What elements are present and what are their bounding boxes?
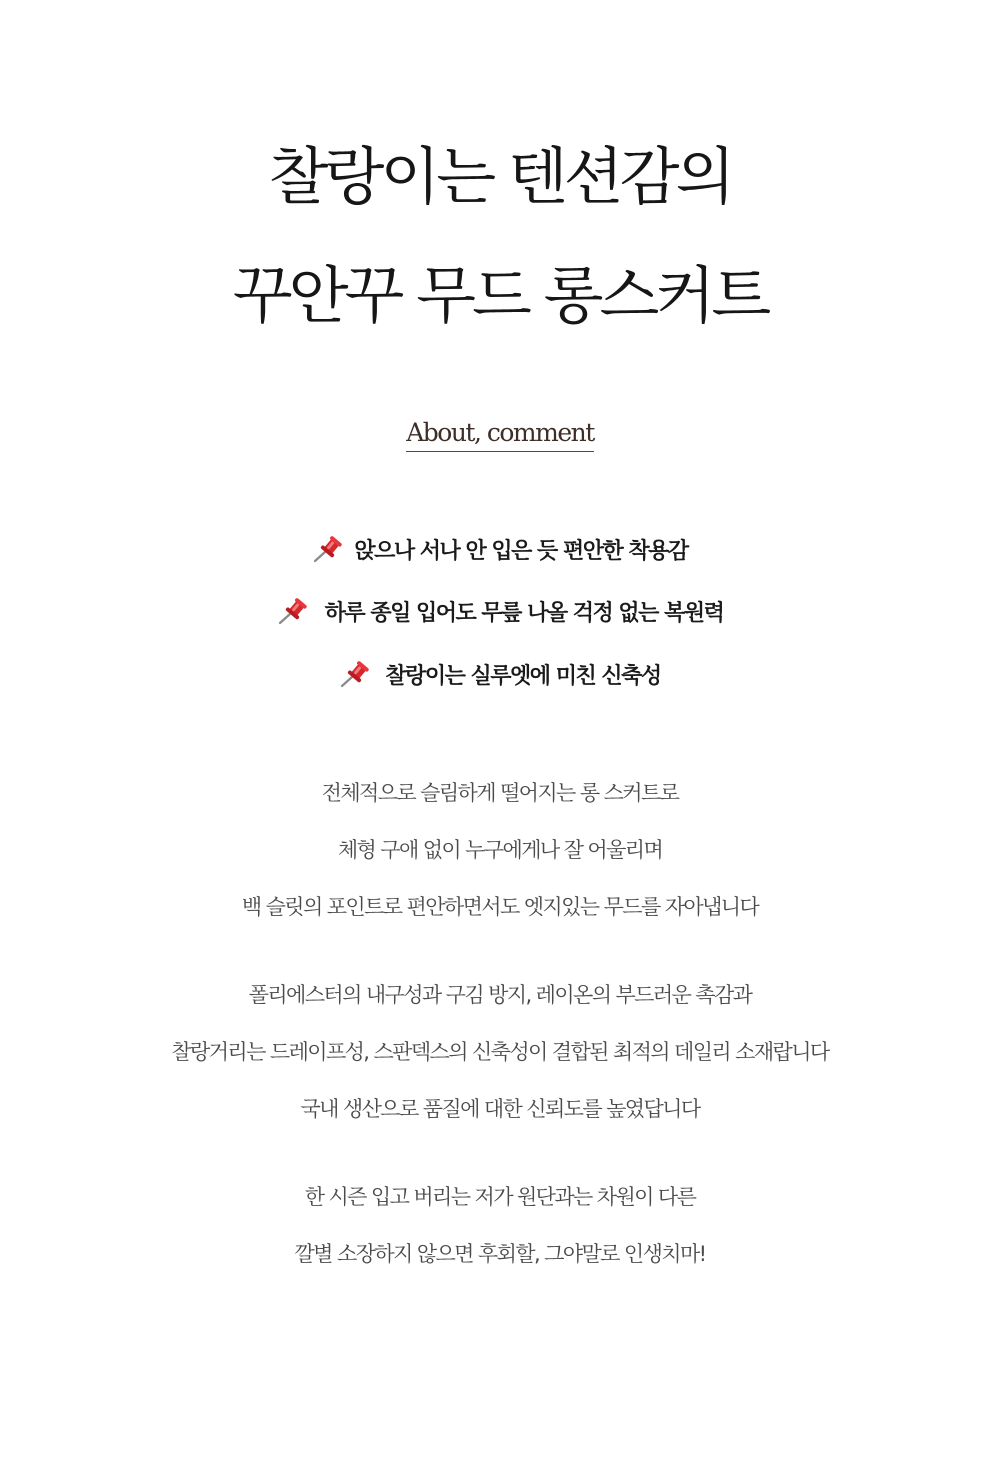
feature-point-text: 찰랑이는 실루엣에 미친 신축성 xyxy=(385,664,661,689)
feature-point-1 xyxy=(0,535,1000,567)
pushpin-icon xyxy=(339,660,373,688)
description-paragraph-c-line-2: 깔별 소장하지 않으면 후회할, 그야말로 인생치마! xyxy=(294,1242,706,1266)
description-paragraph-a-line-2: 체형 구애 없이 누구에게나 잘 어울리며 xyxy=(337,838,663,862)
description-paragraph-b-line-1: 폴리에스터의 내구성과 구김 방지, 레이온의 부드러운 촉감과 xyxy=(248,983,752,1007)
pushpin-icon xyxy=(277,597,311,625)
feature-point-text: 앉으나 서나 안 입은 듯 편안한 착용감 xyxy=(354,539,688,564)
description-paragraph-a-line-3: 백 슬릿의 포인트로 편안하면서도 엣지있는 무드를 자아냅니다 xyxy=(241,895,759,919)
description-paragraph-c-line-1: 한 시즌 입고 버리는 저가 원단과는 차원이 다른 xyxy=(304,1185,696,1209)
page-title-line-2: 꾸안꾸 무드 롱스커트 xyxy=(232,259,768,332)
about-section-header xyxy=(0,418,1000,452)
feature-point-2 xyxy=(0,597,1000,629)
pushpin-icon xyxy=(312,535,346,563)
about-comment-label: About, comment xyxy=(406,418,594,452)
feature-point-text: 하루 종일 입어도 무릎 나올 걱정 없는 복원력 xyxy=(324,601,724,626)
description-paragraph-a-line-1: 전체적으로 슬림하게 떨어지는 롱 스커트로 xyxy=(321,781,679,805)
feature-point-3 xyxy=(0,660,1000,692)
page-title-line-1: 찰랑이는 텐션감의 xyxy=(268,140,732,213)
description-paragraph-b-line-2: 찰랑거리는 드레이프성, 스판덱스의 신축성이 결합된 최적의 데일리 소재랍니다 xyxy=(171,1040,829,1064)
description-paragraph-b-line-3: 국내 생산으로 품질에 대한 신뢰도를 높였답니다 xyxy=(300,1097,700,1121)
